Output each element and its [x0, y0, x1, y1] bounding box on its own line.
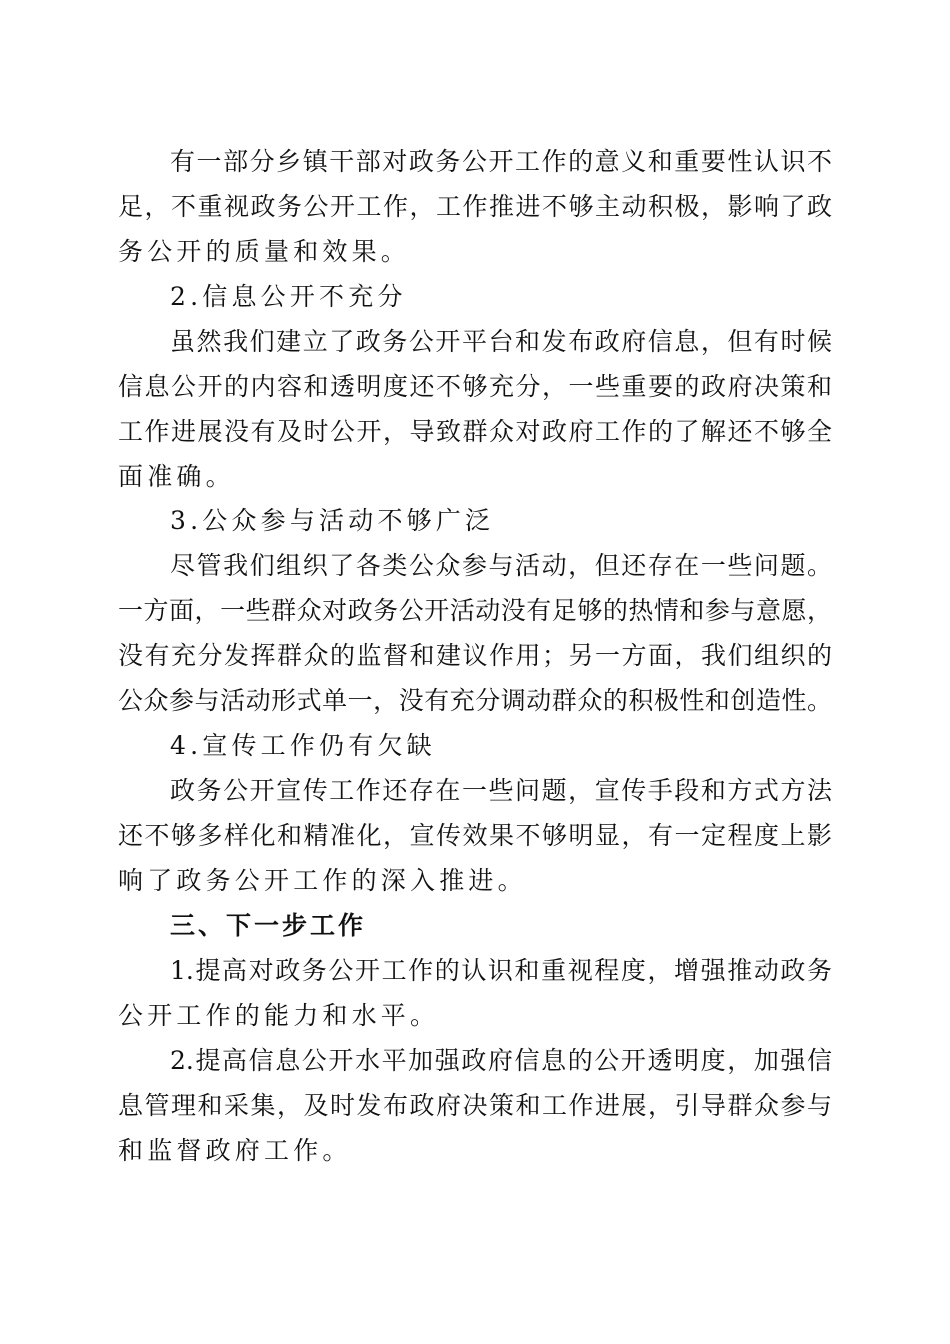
paragraph-line: 面准确。: [118, 462, 235, 491]
paragraph-line: 虽然我们建立了政务公开平台和发布政府信息，但有时候: [170, 327, 832, 356]
section-heading: 三、下一步工作: [170, 911, 367, 940]
paragraph-line: 尽管我们组织了各类公众参与活动，但还存在一些问题。: [170, 551, 832, 580]
subheading-4: 4.宣传工作仍有欠缺: [170, 731, 436, 760]
paragraph-line: 没有充分发挥群众的监督和建议作用；另一方面，我们组织的: [118, 641, 832, 670]
paragraph-line: 响了政务公开工作的深入推进。: [118, 866, 527, 895]
paragraph-line: 工作进展没有及时公开，导致群众对政府工作的了解还不够全: [118, 417, 832, 446]
subheading-3: 3.公众参与活动不够广泛: [170, 506, 495, 535]
paragraph-line: 公众参与活动形式单一，没有充分调动群众的积极性和创造性。: [118, 686, 832, 715]
paragraph-line: 1.提高对政务公开工作的认识和重视程度，增强推动政务: [170, 956, 832, 985]
paragraph-line: 和监督政府工作。: [118, 1136, 352, 1165]
paragraph-line: 足，不重视政务公开工作，工作推进不够主动积极，影响了政: [118, 192, 832, 221]
paragraph-line: 息管理和采集，及时发布政府决策和工作进展，引导群众参与: [118, 1091, 832, 1120]
paragraph-line: 公开工作的能力和水平。: [118, 1001, 440, 1030]
paragraph-line: 有一部分乡镇干部对政务公开工作的意义和重要性认识不: [170, 147, 832, 176]
paragraph-line: 信息公开的内容和透明度还不够充分，一些重要的政府决策和: [118, 372, 832, 401]
paragraph-line: 务公开的质量和效果。: [118, 237, 411, 266]
paragraph-line: 政务公开宣传工作还存在一些问题，宣传手段和方式方法: [170, 776, 832, 805]
paragraph-line: 还不够多样化和精准化，宣传效果不够明显，有一定程度上影: [118, 821, 832, 850]
subheading-2: 2.信息公开不充分: [170, 282, 407, 311]
paragraph-line: 2.提高信息公开水平加强政府信息的公开透明度，加强信: [170, 1046, 832, 1075]
paragraph-line: 一方面，一些群众对政务公开活动没有足够的热情和参与意愿，: [118, 596, 832, 625]
